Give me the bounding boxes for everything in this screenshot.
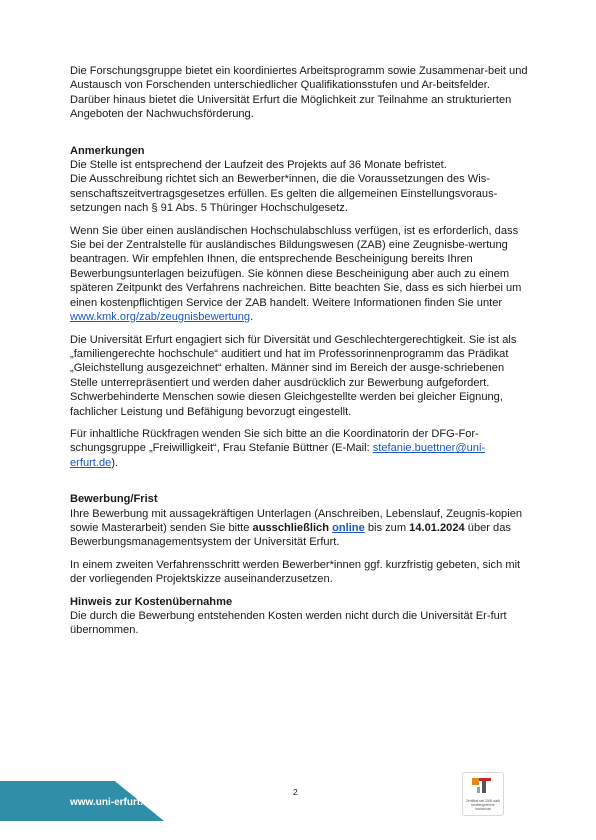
contact-paragraph — [70, 427, 530, 470]
zab-end: . — [250, 311, 254, 324]
bewerbung-text1: Ihre Bewerbung mit aussagekräftigen Unterlagen (Anschreiben, Lebenslauf, Zeugnis-kopien sowie Masterarbeit) senden Sie bitte — [70, 507, 523, 534]
document-body — [70, 64, 530, 638]
contact-text: Für inhaltliche Rückfragen wenden Sie sich bitte an die Koordinatorin der DFG-For-schungsgruppe „Freiwilligkeit“, Frau Stefanie Büttner (E-Mail: — [70, 427, 479, 455]
seal-text: Zertifikat seit 2005 audit familiengerechte hochschule — [466, 799, 500, 811]
kosten-paragraph: Die durch die Bewerbung entstehenden Kosten werden nicht durch die Universität Er-furt übernommen. — [70, 610, 507, 637]
kosten-heading: Hinweis zur Kostenübernahme — [70, 595, 233, 608]
contact-end: ). — [111, 456, 119, 469]
diversity-paragraph: Die Universität Erfurt engagiert sich für Diversität und Geschlechtergerechtigkeit. Sie ist als „familiengerechte hochschule“ auditiert und hat im Professorinnenprogramm das Prädikat „Gleichstellung ausgezeichnet“ erhalten. Männer sind im Bereich der ausge-schriebenen Stelle unterrepräsentiert und werden daher ausdrücklich zur Bewerbung aufgefordert. Schwerbehinderte Menschen sowie diesen Gleichgestellte werden bei gleicher Eignung, fachlicher Leistung und Befähigung bevorzugt eingestellt. — [70, 333, 517, 418]
audit-seal — [462, 772, 504, 816]
footer-url[interactable]: www.uni-erfurt.de — [70, 797, 155, 808]
contact-email-link[interactable]: stefanie.buettner@uni-erfurt.de — [70, 442, 486, 469]
zab-link[interactable]: www.kmk.org/zab/zeugnisbewertung — [70, 311, 251, 324]
anmerkungen-heading: Anmerkungen — [70, 144, 145, 157]
online-link[interactable]: online — [332, 521, 365, 534]
bewerbung-paragraph — [70, 507, 530, 550]
zweiter-schritt-paragraph: In einem zweiten Verfahrensschritt werden Bewerber*innen ggf. kurzfristig gebeten, sich mit der vorliegenden Projektskizze auseinanderzusetzen. — [70, 558, 521, 586]
zab-text: Wenn Sie über einen ausländischen Hochschulabschluss verfügen, ist es erforderlich, dass Sie bei der Zentralstelle für ausländisches Bildungswesen (ZAB) eine Zeugnisbe-wertung beantragen. Wir empfehlen Ihnen, die entsprechende Bescheinigung bereits Ihren Bewerbungsunterlagen beizufügen. Sie können diese Bescheinigung aber auch zu einem späteren Zeitpunkt des Verfahrens nachreichen. Bitte beachten Sie, dass es sich hierbei um einen kostenpflichtigen Service der ZAB handelt. Weitere Informationen finden Sie unter — [70, 224, 522, 309]
audit-logo-icon — [463, 773, 503, 801]
bewerbung-text3: über das Bewerbungsmanagementsystem der Universität Erfurt. — [70, 521, 511, 549]
zab-paragraph — [70, 224, 530, 325]
bewerbung-date: 14.01.2024 — [409, 521, 465, 534]
intro-paragraph: Die Forschungsgruppe bietet ein koordiniertes Arbeitsprogramm sowie Zusammenar-beit und Austausch von Forschenden unterschiedlicher Qualifikationsstufen und Ar-beitsfelder. Darüber hinaus bietet die Universität Erfurt die Möglichkeit zur Teilnahme an strukturierten Angeboten der Nachwuchsförderung. — [70, 65, 528, 121]
anmerkungen-line1: Die Stelle ist entsprechend der Laufzeit des Projekts auf 36 Monate befristet. — [70, 159, 447, 172]
bewerbung-bold: ausschließlich — [252, 521, 329, 534]
bewerbung-text2: bis zum — [364, 521, 410, 534]
page-number: 2 — [293, 787, 298, 797]
anmerkungen-line2: Die Ausschreibung richtet sich an Bewerber*innen, die die Voraussetzungen des Wis-senschaftszeitvertragsgesetzes erfüllen. Es gelten die allgemeinen Einstellungsvoraus-setzungen nach § 91 Abs. 5 Thüringer Hochschulgesetz. — [70, 173, 498, 215]
bewerbung-heading: Bewerbung/Frist — [70, 493, 158, 506]
